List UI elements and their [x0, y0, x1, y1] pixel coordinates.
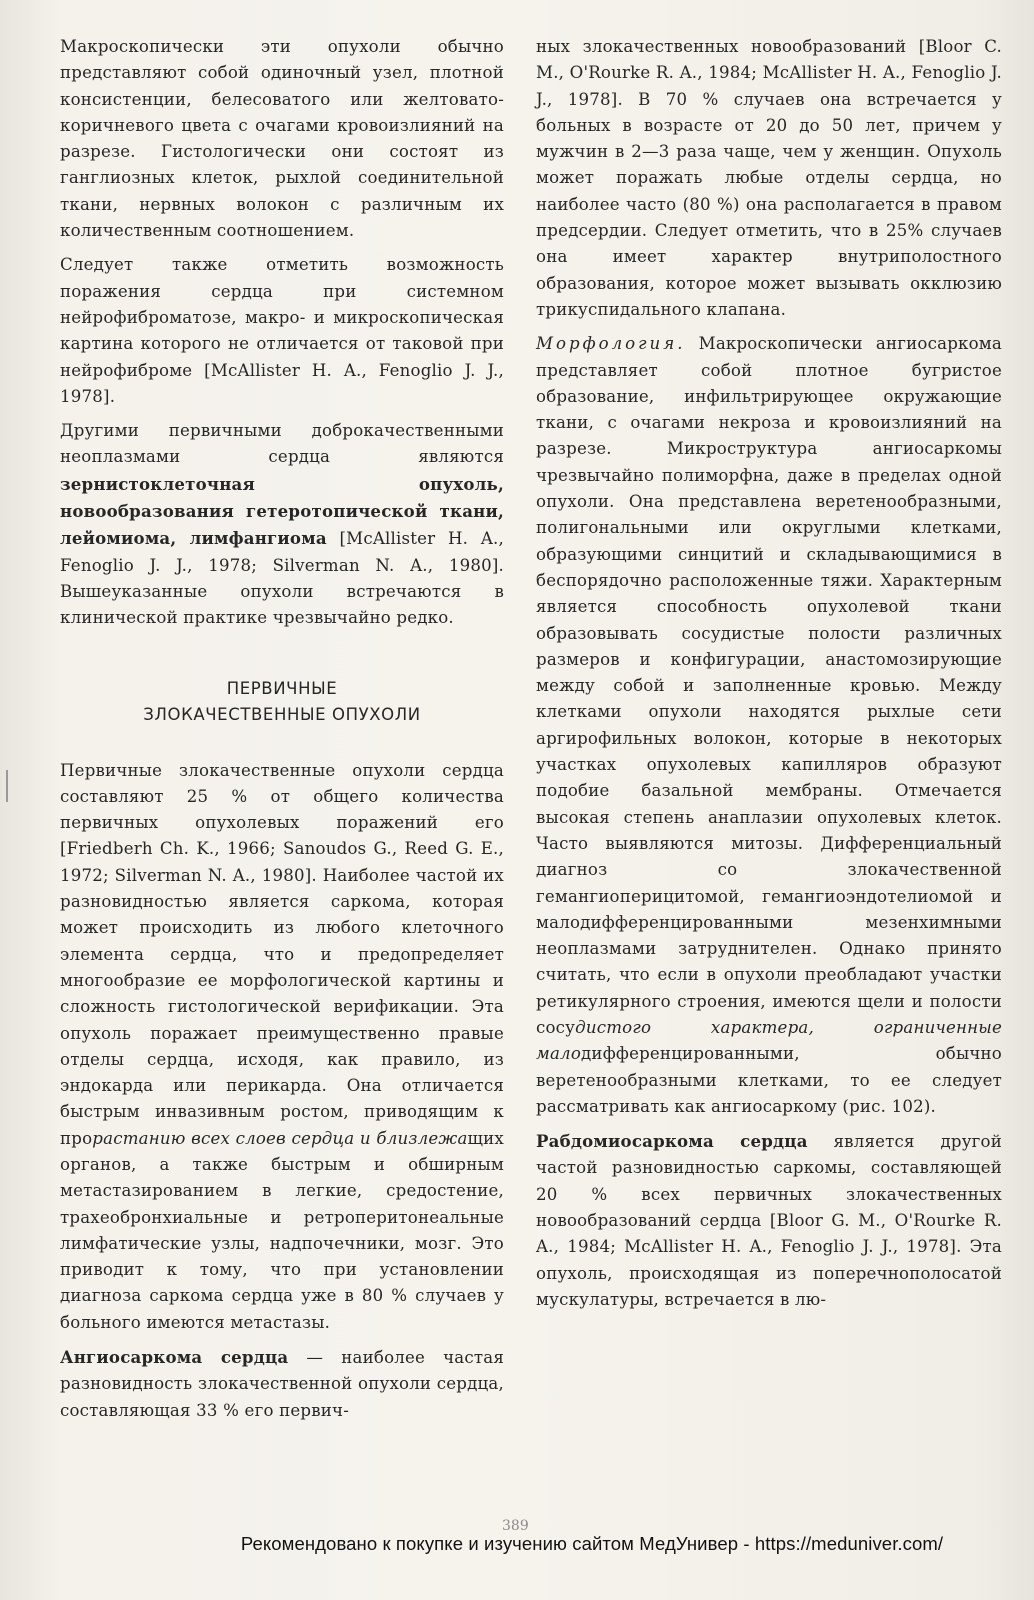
paragraph-neurofibromatosis: Следует также отметить возможность поражения сердца при системном нейрофиброматозе, макро- и микроскопическая картина которого не отличается от таковой при нейрофиброме [McAllister H. A., Fenoglio J. J., 1978]. [60, 255, 504, 406]
paragraph-other-benign: Другими первичными доброкачественными неоплазмами сердца являются зернистоклеточная опухоль, новообразования гетеротопической ткани, лейомиома, лимфангиома [McAllister H. A., Fenoglio J. J., 1978; Silverman N. A., 1980]. Вышеуказанные опухоли встречаются в клинической практике чрезвычайно редко. [60, 421, 504, 628]
paragraph-angiosarcoma-epidemiology: ных злокачественных новообразований [Bloor C. M., O'Rourke R. A., 1984; McAllister H. A., Fenoglio J. J., 1978]. В 70 % случаев она встречается у больных в возрасте от 20 до 50 лет, причем у мужчин в 2—3 раза чаще, чем у женщин. Опухоль может поражать любые отделы сердца, но наиболее часто (80 %) она располагается в правом предсердии. Следует отметить, что в 25% случаев она имеет характер внутриполостного образования, которое может вызывать окклюзию трикуспидального клапана. [536, 37, 1002, 319]
term-angiosarcoma: Ангиосаркома сердца [60, 1347, 289, 1368]
section-heading: ПЕРВИЧНЫЕ ЗЛОКАЧЕСТВЕННЫЕ ОПУХОЛИ [143, 678, 421, 724]
margin-mark [6, 770, 8, 802]
right-column [536, 34, 1002, 1313]
paragraph-angiosarcoma-intro: Ангиосаркома сердца — наиболее частая разновидность злокачественной опухоли сердца, составляющая 33 % его первич- [60, 1347, 504, 1420]
term-rhabdomyosarcoma: Рабдомиосаркома сердца [536, 1131, 808, 1152]
paragraph-ganglioneuroma-morphology: Макроскопически эти опухоли обычно представляют собой одиночный узел, плотной консистенции, белесоватого или желтовато-коричневого цвета с очагами кровоизлияний на разрезе. Гистологически они состоят из ганглиозных клеток, рыхлой соединительной ткани, нервных волокон с различным их количественным соотношением. [60, 37, 504, 241]
paragraph-angiosarcoma-morphology: Морфология. Макроскопически ангиосаркома представляет собой плотное бугристое образование, инфильтрирующее окружающие ткани, с очагами некроза и кровоизлияний на разрезе. Микроструктура ангиосаркомы чрезвычайно полиморфна, даже в пределах одной опухоли. Она представлена веретенообразными, полигональными или округлыми клетками, образующими синцитий и складывающимися в беспорядочно расположенные тяжи. Характерным является способность опухолевой ткани образовывать сосудистые полости различных размеров и конфигурации, анастомозирующие между собой и заполненные кровью. Между клетками опухоли находятся рыхлые сети аргирофильных волокон, которые в некоторых участках опухолевых капилляров образуют подобие базальной мембраны. Отмечается высокая степень анаплазии опухолевых клеток. Часто выявляются митозы. Дифференциальный диагноз со злокачественной гемангиоперицитомой, гемангиоэндотелиомой и малодифференцированными мезенхимными неоплазмами затруднителен. Однако принято считать, что если в опухоли преобладают участки ретикулярного строения, имеются щели и полости сосудистого характера, ограниченные малодифференцированными, обычно веретенообразными клетками, то ее следует рассматривать как ангиосаркому (рис. 102). [536, 334, 1002, 1116]
watermark-text: Рекомендовано к покупке и изучению сайтом МедУнивер - https://meduniver.com/ [240, 1533, 944, 1554]
term-morphology: Морфология. [536, 334, 686, 354]
benign-tumor-list: зернистоклеточная опухоль, новообразования гетеротопической ткани, лейомиома, лимфангиома [60, 473, 504, 549]
paragraph-rhabdomyosarcoma: Рабдомиосаркома сердца является другой частой разновидностью саркомы, составляющей 20 % всех первичных злокачественных новообразований сердца [Bloor G. M., O'Rourke R. A., 1984; McAllister H. A., Fenoglio J. J., 1978]. Эта опухоль, происходящая из поперечнополосатой мускулатуры, встречается в лю- [536, 1131, 1003, 1309]
paragraph-malignant-overview: Первичные злокачественные опухоли сердца составляют 25 % от общего количества первичных опухолевых поражений его [Friedberh Ch. K., 1966; Sanoudos G., Reed G. E., 1972; Silverman N. A., 1980]. Наиболее частой их разновидностью является саркома, которая может происходить из любого клеточного элемента сердца, что и предопределяет многообразие ее морфологической картины и сложность гистологической верификации. Эта опухоль поражает преимущественно правые отделы сердца, исходя, как правило, из эндокарда или перикарда. Она отличается быстрым инвазивным ростом, приводящим к прорастанию всех слоев сердца и близлежащих органов, а также быстрым и обширным метастазированием в легкие, средостение, трахеобронхиальные и ретроперитонеальные лимфатические узлы, надпочечники, мозг. Это приводит к тому, что при установлении диагноза саркома сердца уже в 80 % случаев у больного имеются метастазы. [60, 760, 504, 1332]
page-number: 389 [502, 1518, 529, 1534]
left-column [60, 34, 504, 1424]
